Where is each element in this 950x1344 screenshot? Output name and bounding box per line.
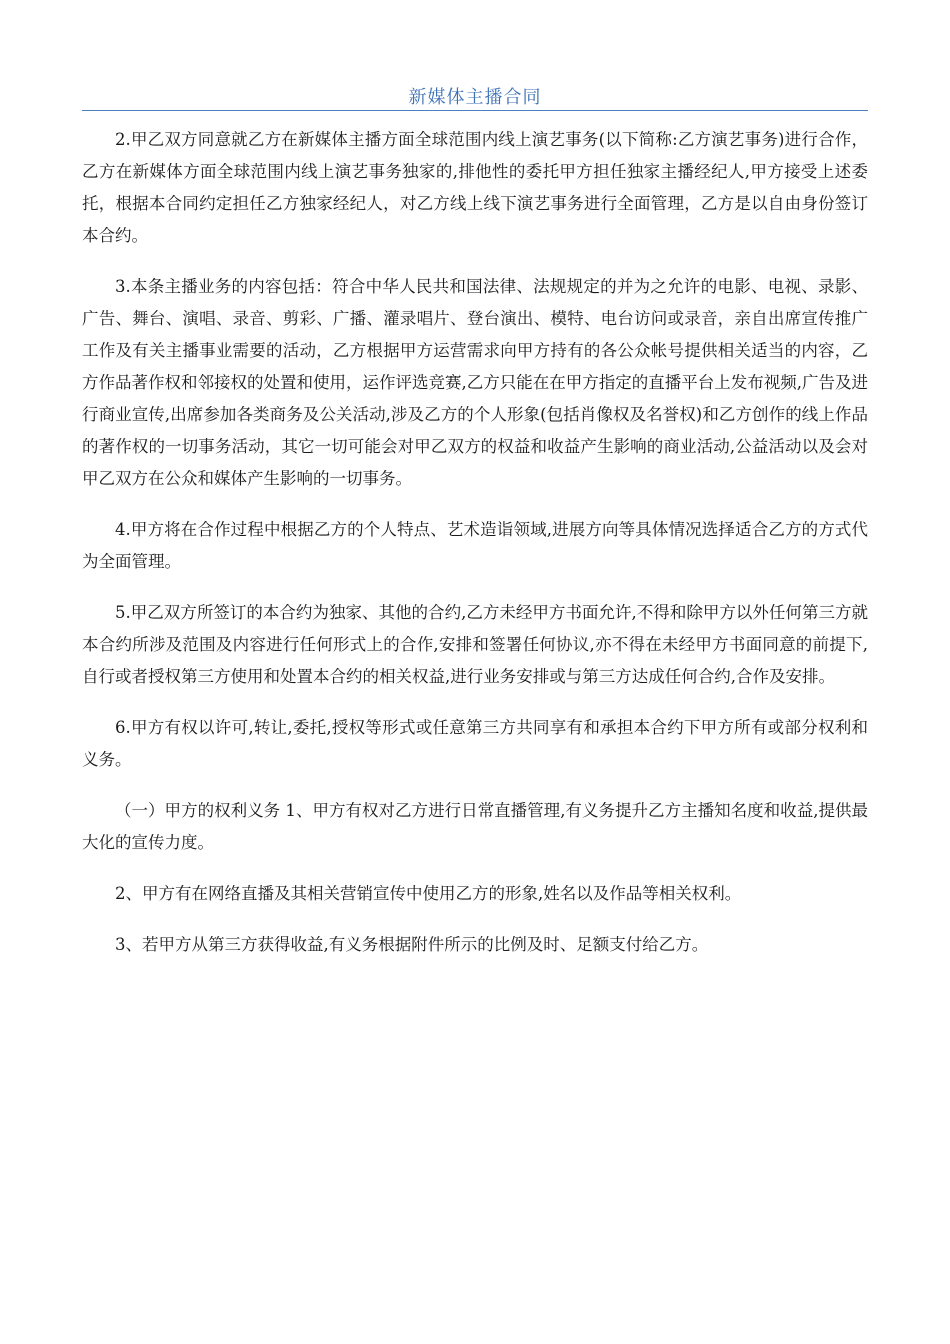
clause-6: 6.甲方有权以许可,转让,委托,授权等形式或任意第三方共同享有和承担本合约下甲方所有或部分权利和义务。 — [82, 718, 868, 769]
party-a-rights-2: 2、甲方有在网络直播及其相关营销宣传中使用乙方的形象,姓名以及作品等相关权利。 — [115, 884, 742, 903]
clause-2: 2.甲乙双方同意就乙方在新媒体主播方面全球范围内线上演艺事务(以下简称:乙方演艺事务)进行合作，乙方在新媒体方面全球范围内线上演艺事务独家的,排他性的委托甲方担任独家主播经纪人,甲方接受上述委托，根据本合同约定担任乙方独家经纪人，对乙方线上线下演艺事务进行全面管理，乙方是以自由身份签订本合约。 — [82, 130, 868, 245]
clause-5: 5.甲乙双方所签订的本合约为独家、其他的合约,乙方未经甲方书面允许,不得和除甲方以外任何第三方就本合约所涉及范围及内容进行任何形式上的合作,安排和签署任何协议,亦不得在未经甲方书面同意的前提下,自行或者授权第三方使用和处置本合约的相关权益,进行业务安排或与第三方达成任何合约,合作及安排。 — [82, 603, 868, 686]
page-header — [82, 80, 868, 111]
clause-3: 3.本条主播业务的内容包括：符合中华人民共和国法律、法规规定的并为之允许的电影、电视、录影、广告、舞台、演唱、录音、剪彩、广播、灌录唱片、登台演出、模特、电台访问或录音，亲自出席宣传推广工作及有关主播事业需要的活动，乙方根据甲方运营需求向甲方持有的各公众帐号提供相关适当的内容，乙方作品著作权和邻接权的处置和使用，运作评选竞赛,乙方只能在在甲方指定的直播平台上发布视频,广告及进行商业宣传,出席参加各类商务及公关活动,涉及乙方的个人形象(包括肖像权及名誉权)和乙方创作的线上作品的著作权的一切事务活动，其它一切可能会对甲乙双方的权益和收益产生影响的商业活动,公益活动以及会对甲乙双方在公众和媒体产生影响的一切事务。 — [82, 277, 868, 488]
party-a-rights-1: （一）甲方的权利义务 1、甲方有权对乙方进行日常直播管理,有义务提升乙方主播知名度和收益,提供最大化的宣传力度。 — [82, 801, 868, 852]
document-body — [82, 124, 868, 980]
document-title: 新媒体主播合同 — [408, 87, 542, 108]
party-a-rights-3: 3、若甲方从第三方获得收益,有义务根据附件所示的比例及时、足额支付给乙方。 — [115, 935, 709, 954]
clause-4: 4.甲方将在合作过程中根据乙方的个人特点、艺术造诣领域,进展方向等具体情况选择适合乙方的方式代为全面管理。 — [82, 520, 868, 571]
